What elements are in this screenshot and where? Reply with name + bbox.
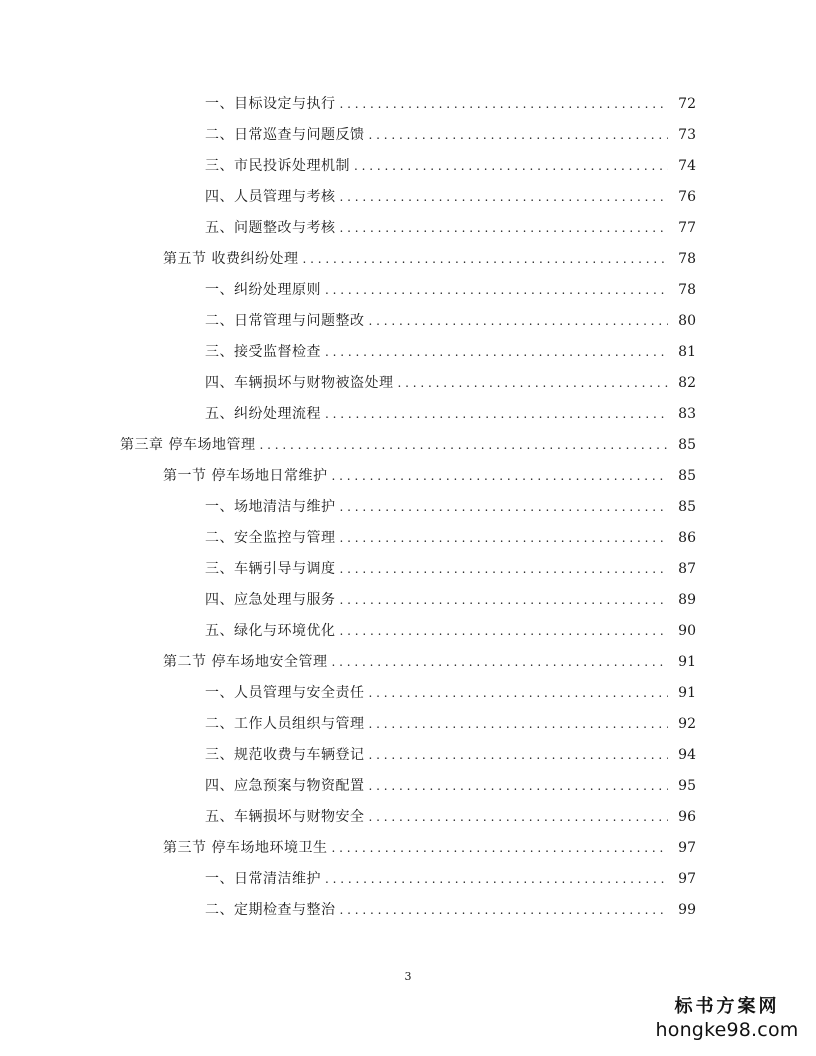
toc-entry-page: 94 (678, 747, 696, 763)
toc-entry-title: 五、问题整改与考核 (205, 220, 336, 236)
dot-leader (340, 526, 669, 550)
toc-entry-page: 78 (678, 282, 696, 298)
dot-leader (369, 743, 669, 767)
toc-entry-title: 三、接受监督检查 (205, 344, 321, 360)
toc-entry[interactable] (205, 123, 696, 147)
dot-leader (369, 309, 669, 333)
dot-leader (369, 805, 669, 829)
toc-entry-title: 五、纠纷处理流程 (205, 406, 321, 422)
dot-leader (340, 216, 669, 240)
dot-leader (331, 650, 668, 674)
toc-entry-title: 第五节 收费纠纷处理 (163, 251, 299, 267)
toc-entry-page: 89 (678, 592, 696, 608)
toc-entry-page: 97 (678, 871, 696, 887)
toc-entry-page: 76 (678, 189, 696, 205)
toc-entry-page: 91 (678, 654, 696, 670)
toc-entry-title: 五、绿化与环境优化 (205, 623, 336, 639)
toc-entry[interactable] (205, 805, 696, 829)
toc-entry-page: 85 (678, 437, 696, 453)
toc-entry[interactable] (205, 495, 696, 519)
toc-entry-page: 90 (678, 623, 696, 639)
toc-entry[interactable] (205, 712, 696, 736)
dot-leader (302, 247, 668, 271)
toc-entry[interactable] (205, 681, 696, 705)
toc-entry-title: 四、应急预案与物资配置 (205, 778, 365, 794)
toc-entry[interactable] (205, 774, 696, 798)
toc-entry-page: 97 (678, 840, 696, 856)
toc-entry[interactable] (205, 526, 696, 550)
toc-entry[interactable] (205, 867, 696, 891)
toc-entry[interactable] (205, 92, 696, 116)
page-number: 3 (404, 970, 412, 983)
dot-leader (259, 433, 668, 457)
toc-entry[interactable] (205, 185, 696, 209)
toc-entry-section[interactable] (163, 650, 696, 674)
dot-leader (369, 681, 669, 705)
toc-entry[interactable] (205, 309, 696, 333)
toc-entry-page: 99 (678, 902, 696, 918)
toc-entry-page: 77 (678, 220, 696, 236)
dot-leader (340, 185, 669, 209)
dot-leader (369, 123, 669, 147)
toc-entry-title: 一、场地清洁与维护 (205, 499, 336, 515)
dot-leader (369, 712, 669, 736)
toc-entry-title: 第一节 停车场地日常维护 (163, 468, 328, 484)
dot-leader (325, 402, 668, 426)
dot-leader (325, 867, 668, 891)
toc-entry-page: 87 (678, 561, 696, 577)
toc-entry[interactable] (205, 216, 696, 240)
toc-entry-title: 一、人员管理与安全责任 (205, 685, 365, 701)
toc-entry-chapter[interactable] (120, 433, 696, 457)
toc-entry-title: 四、应急处理与服务 (205, 592, 336, 608)
dot-leader (325, 278, 668, 302)
toc-entry-section[interactable] (163, 464, 696, 488)
toc-entry[interactable] (205, 898, 696, 922)
toc-entry-title: 一、目标设定与执行 (205, 96, 336, 112)
dot-leader (331, 836, 668, 860)
dot-leader (340, 495, 669, 519)
toc-entry-title: 第二节 停车场地安全管理 (163, 654, 328, 670)
toc-entry[interactable] (205, 402, 696, 426)
toc-entry-page: 81 (678, 344, 696, 360)
toc-entry-section[interactable] (163, 836, 696, 860)
toc-entry-title: 第三章 停车场地管理 (120, 437, 256, 453)
toc-entry-page: 72 (678, 96, 696, 112)
toc-entry-page: 85 (678, 499, 696, 515)
toc-entry-title: 三、车辆引导与调度 (205, 561, 336, 577)
toc-entry-title: 二、日常巡查与问题反馈 (205, 127, 365, 143)
toc-entry[interactable] (205, 371, 696, 395)
toc-entry-title: 二、日常管理与问题整改 (205, 313, 365, 329)
toc-entry[interactable] (205, 619, 696, 643)
toc-entry-section[interactable] (163, 247, 696, 271)
dot-leader (369, 774, 669, 798)
toc-entry-title: 四、人员管理与考核 (205, 189, 336, 205)
dot-leader (354, 154, 668, 178)
toc-entry-page: 91 (678, 685, 696, 701)
toc-entry[interactable] (205, 278, 696, 302)
dot-leader (398, 371, 669, 395)
toc-entry-title: 二、工作人员组织与管理 (205, 716, 365, 732)
toc-entry-page: 80 (678, 313, 696, 329)
toc-entry-page: 92 (678, 716, 696, 732)
toc-entry[interactable] (205, 557, 696, 581)
toc-entry-title: 第三节 停车场地环境卫生 (163, 840, 328, 856)
toc-entry[interactable] (205, 743, 696, 767)
watermark-logo (652, 996, 802, 1042)
toc-entry[interactable] (205, 154, 696, 178)
toc-entry-page: 85 (678, 468, 696, 484)
toc-entry-title: 二、安全监控与管理 (205, 530, 336, 546)
toc-entry-page: 83 (678, 406, 696, 422)
toc-entry-page: 78 (678, 251, 696, 267)
dot-leader (340, 92, 669, 116)
toc-entry[interactable] (205, 340, 696, 364)
dot-leader (340, 588, 669, 612)
toc-entry[interactable] (205, 588, 696, 612)
toc-entry-page: 86 (678, 530, 696, 546)
toc-entry-page: 74 (678, 158, 696, 174)
dot-leader (325, 340, 668, 364)
toc-entry-page: 95 (678, 778, 696, 794)
watermark-url: hongke98.com (655, 1019, 799, 1041)
dot-leader (340, 898, 669, 922)
toc-entry-title: 一、日常清洁维护 (205, 871, 321, 887)
toc-entry-title: 三、市民投诉处理机制 (205, 158, 350, 174)
toc-entry-title: 四、车辆损坏与财物被盗处理 (205, 375, 394, 391)
watermark-title: 标书方案网 (674, 996, 780, 1017)
dot-leader (331, 464, 668, 488)
toc-entry-page: 82 (678, 375, 696, 391)
toc-entry-title: 二、定期检查与整治 (205, 902, 336, 918)
toc-entry-title: 三、规范收费与车辆登记 (205, 747, 365, 763)
toc-entry-title: 一、纠纷处理原则 (205, 282, 321, 298)
dot-leader (340, 619, 669, 643)
dot-leader (340, 557, 669, 581)
toc-entry-page: 73 (678, 127, 696, 143)
toc-entry-title: 五、车辆损坏与财物安全 (205, 809, 365, 825)
toc-entry-page: 96 (678, 809, 696, 825)
